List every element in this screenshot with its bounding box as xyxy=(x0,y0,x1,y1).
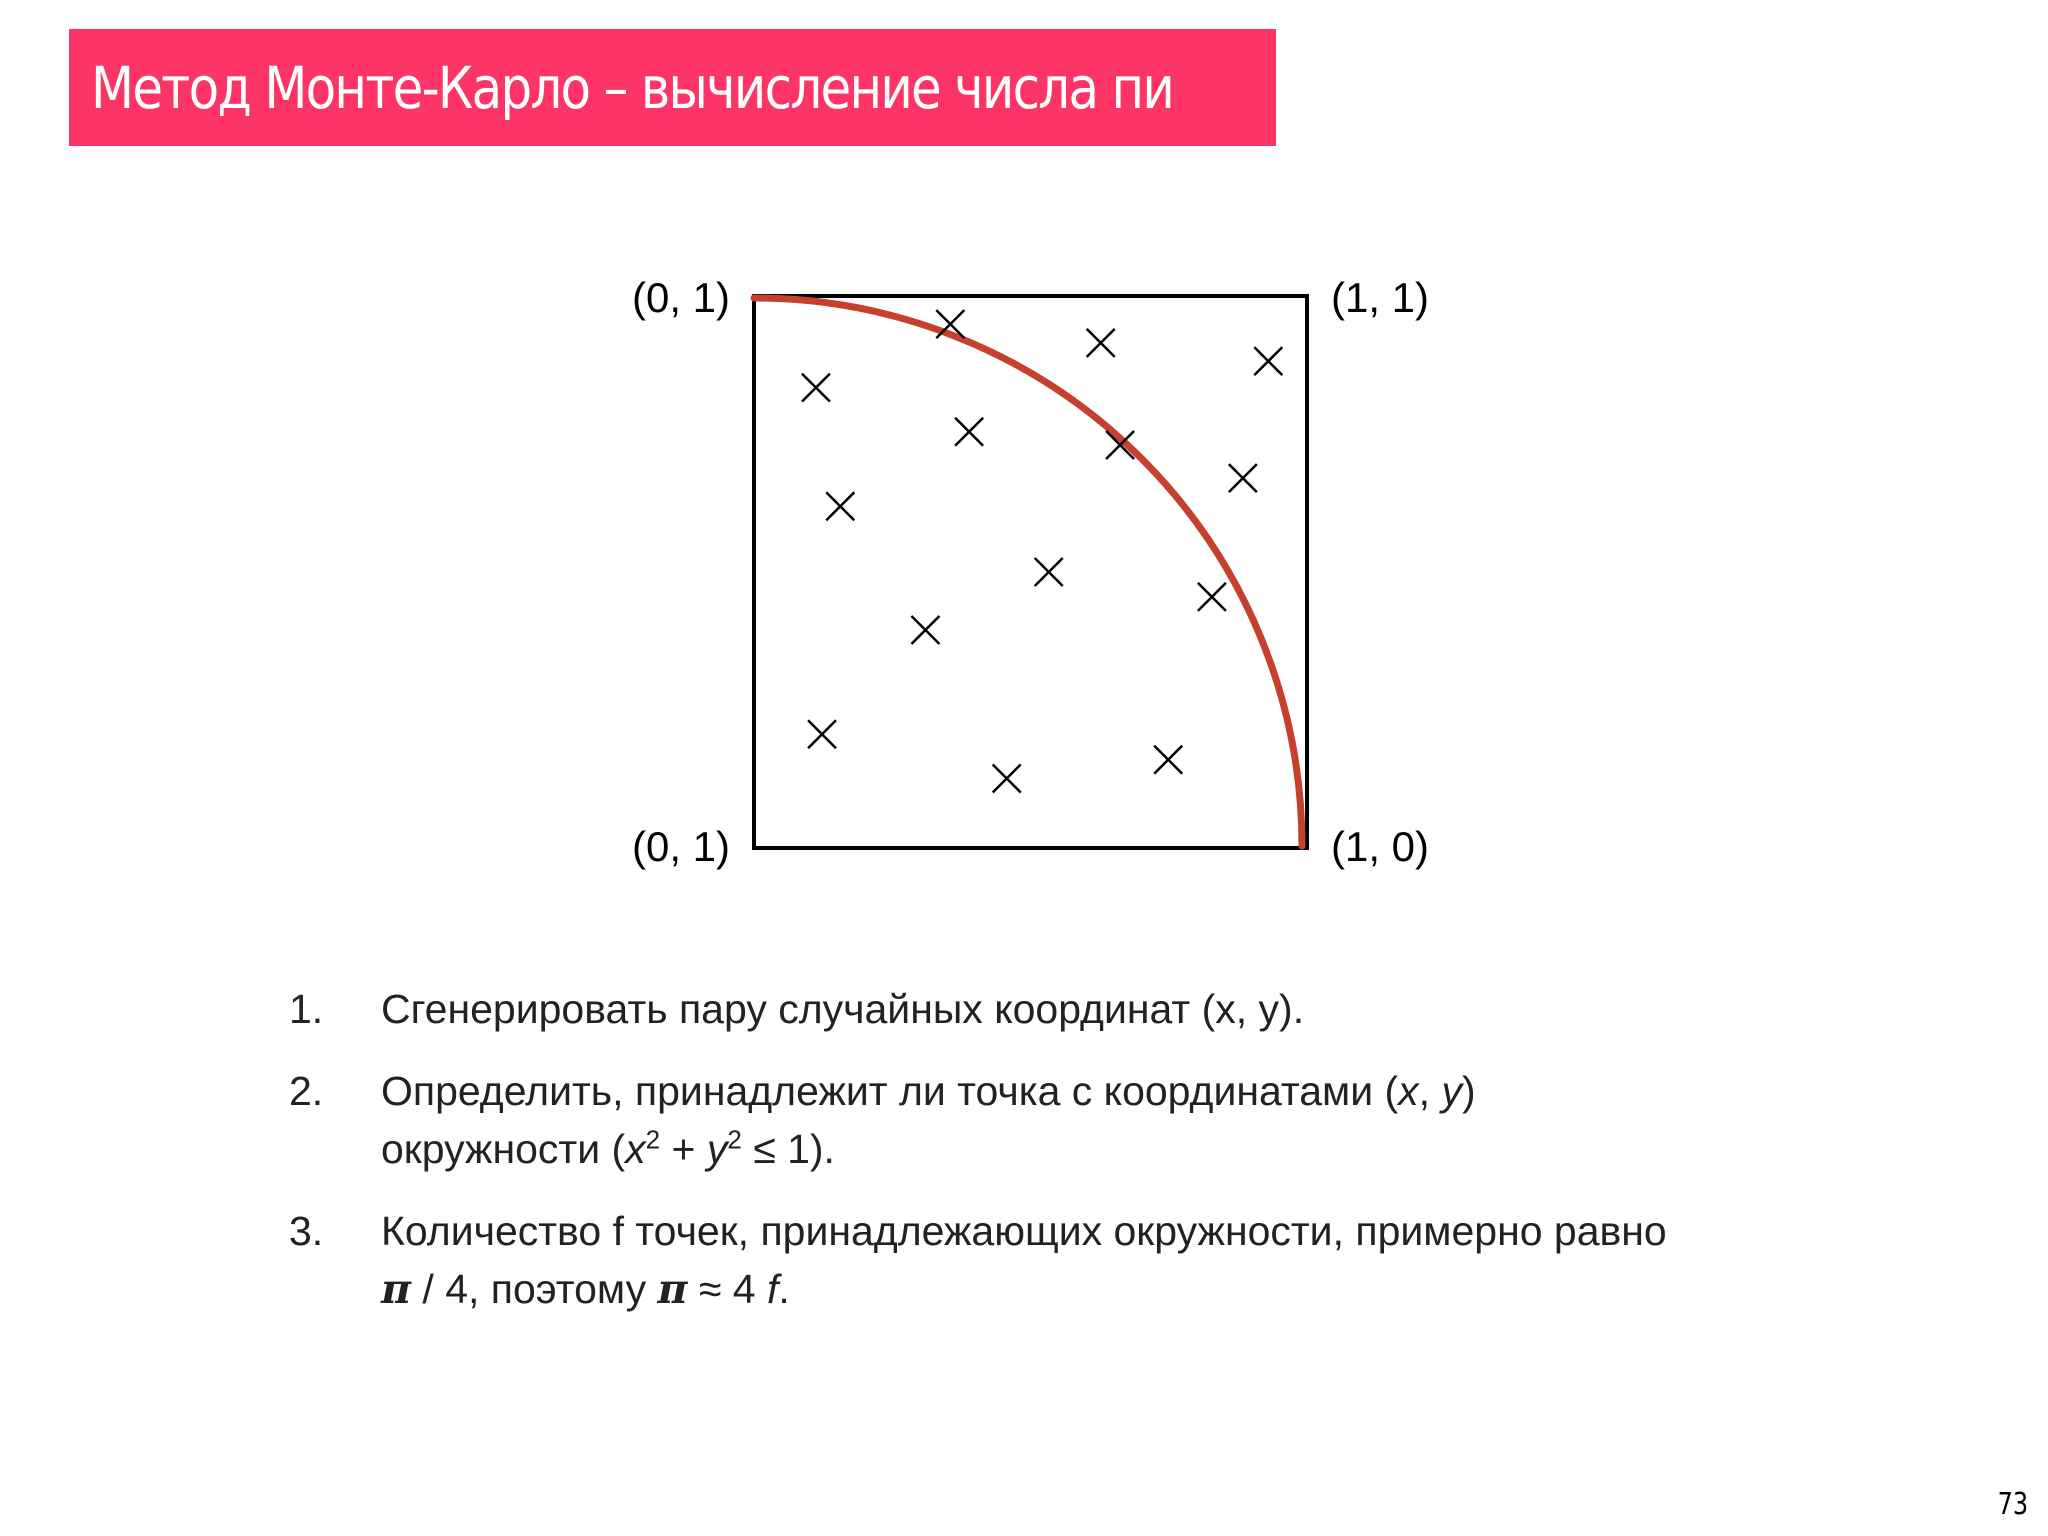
step-number: 1. xyxy=(289,986,324,1032)
unit-square xyxy=(754,296,1307,848)
corner-label-top-right: (1, 1) xyxy=(1331,274,1430,321)
sample-point xyxy=(1254,347,1282,375)
sample-point xyxy=(1087,329,1115,357)
slide-title: Метод Монте-Карло – вычисление числа пи xyxy=(91,53,1174,122)
sample-point xyxy=(826,492,854,520)
quarter-circle-arc xyxy=(754,298,1302,846)
sample-point xyxy=(808,720,836,748)
step-number: 2. xyxy=(289,1068,324,1114)
sample-point xyxy=(955,418,983,446)
sample-point xyxy=(1035,558,1063,586)
step-text-line2: π / 4, поэтому π ≈ 4 f. xyxy=(381,1265,790,1313)
sample-point xyxy=(1229,464,1257,492)
sample-point xyxy=(1154,746,1182,774)
corner-label-bottom-right: (1, 0) xyxy=(1331,823,1430,870)
pi-symbol: π xyxy=(657,1265,688,1313)
sample-point xyxy=(1198,583,1226,611)
sample-point xyxy=(802,374,830,402)
corner-label-bottom-left: (0, 1) xyxy=(631,823,730,870)
step-2 xyxy=(289,1062,1889,1178)
step-1 xyxy=(289,980,1889,1038)
step-text-line2: окружности $(x^2 + y^2 \le 1)$. xyxy=(381,1124,835,1172)
algorithm-steps xyxy=(289,980,1889,1342)
sample-point xyxy=(993,764,1021,792)
sample-point xyxy=(911,616,939,644)
corner-label-top-left: (0, 1) xyxy=(631,274,730,321)
page-number: 73 xyxy=(1997,1487,2028,1522)
step-text-line1: Количество f точек, принадлежающих окружности, примерно равно xyxy=(381,1208,1667,1254)
step-text: Сгенерировать пару случайных координат (x, y). xyxy=(381,986,1305,1032)
step-number: 3. xyxy=(289,1208,324,1254)
step-text-line1: Определить, принадлежит ли точка с координатами (x, y) xyxy=(381,1068,1476,1114)
pi-symbol: π xyxy=(381,1265,412,1313)
step-3 xyxy=(289,1202,1889,1318)
